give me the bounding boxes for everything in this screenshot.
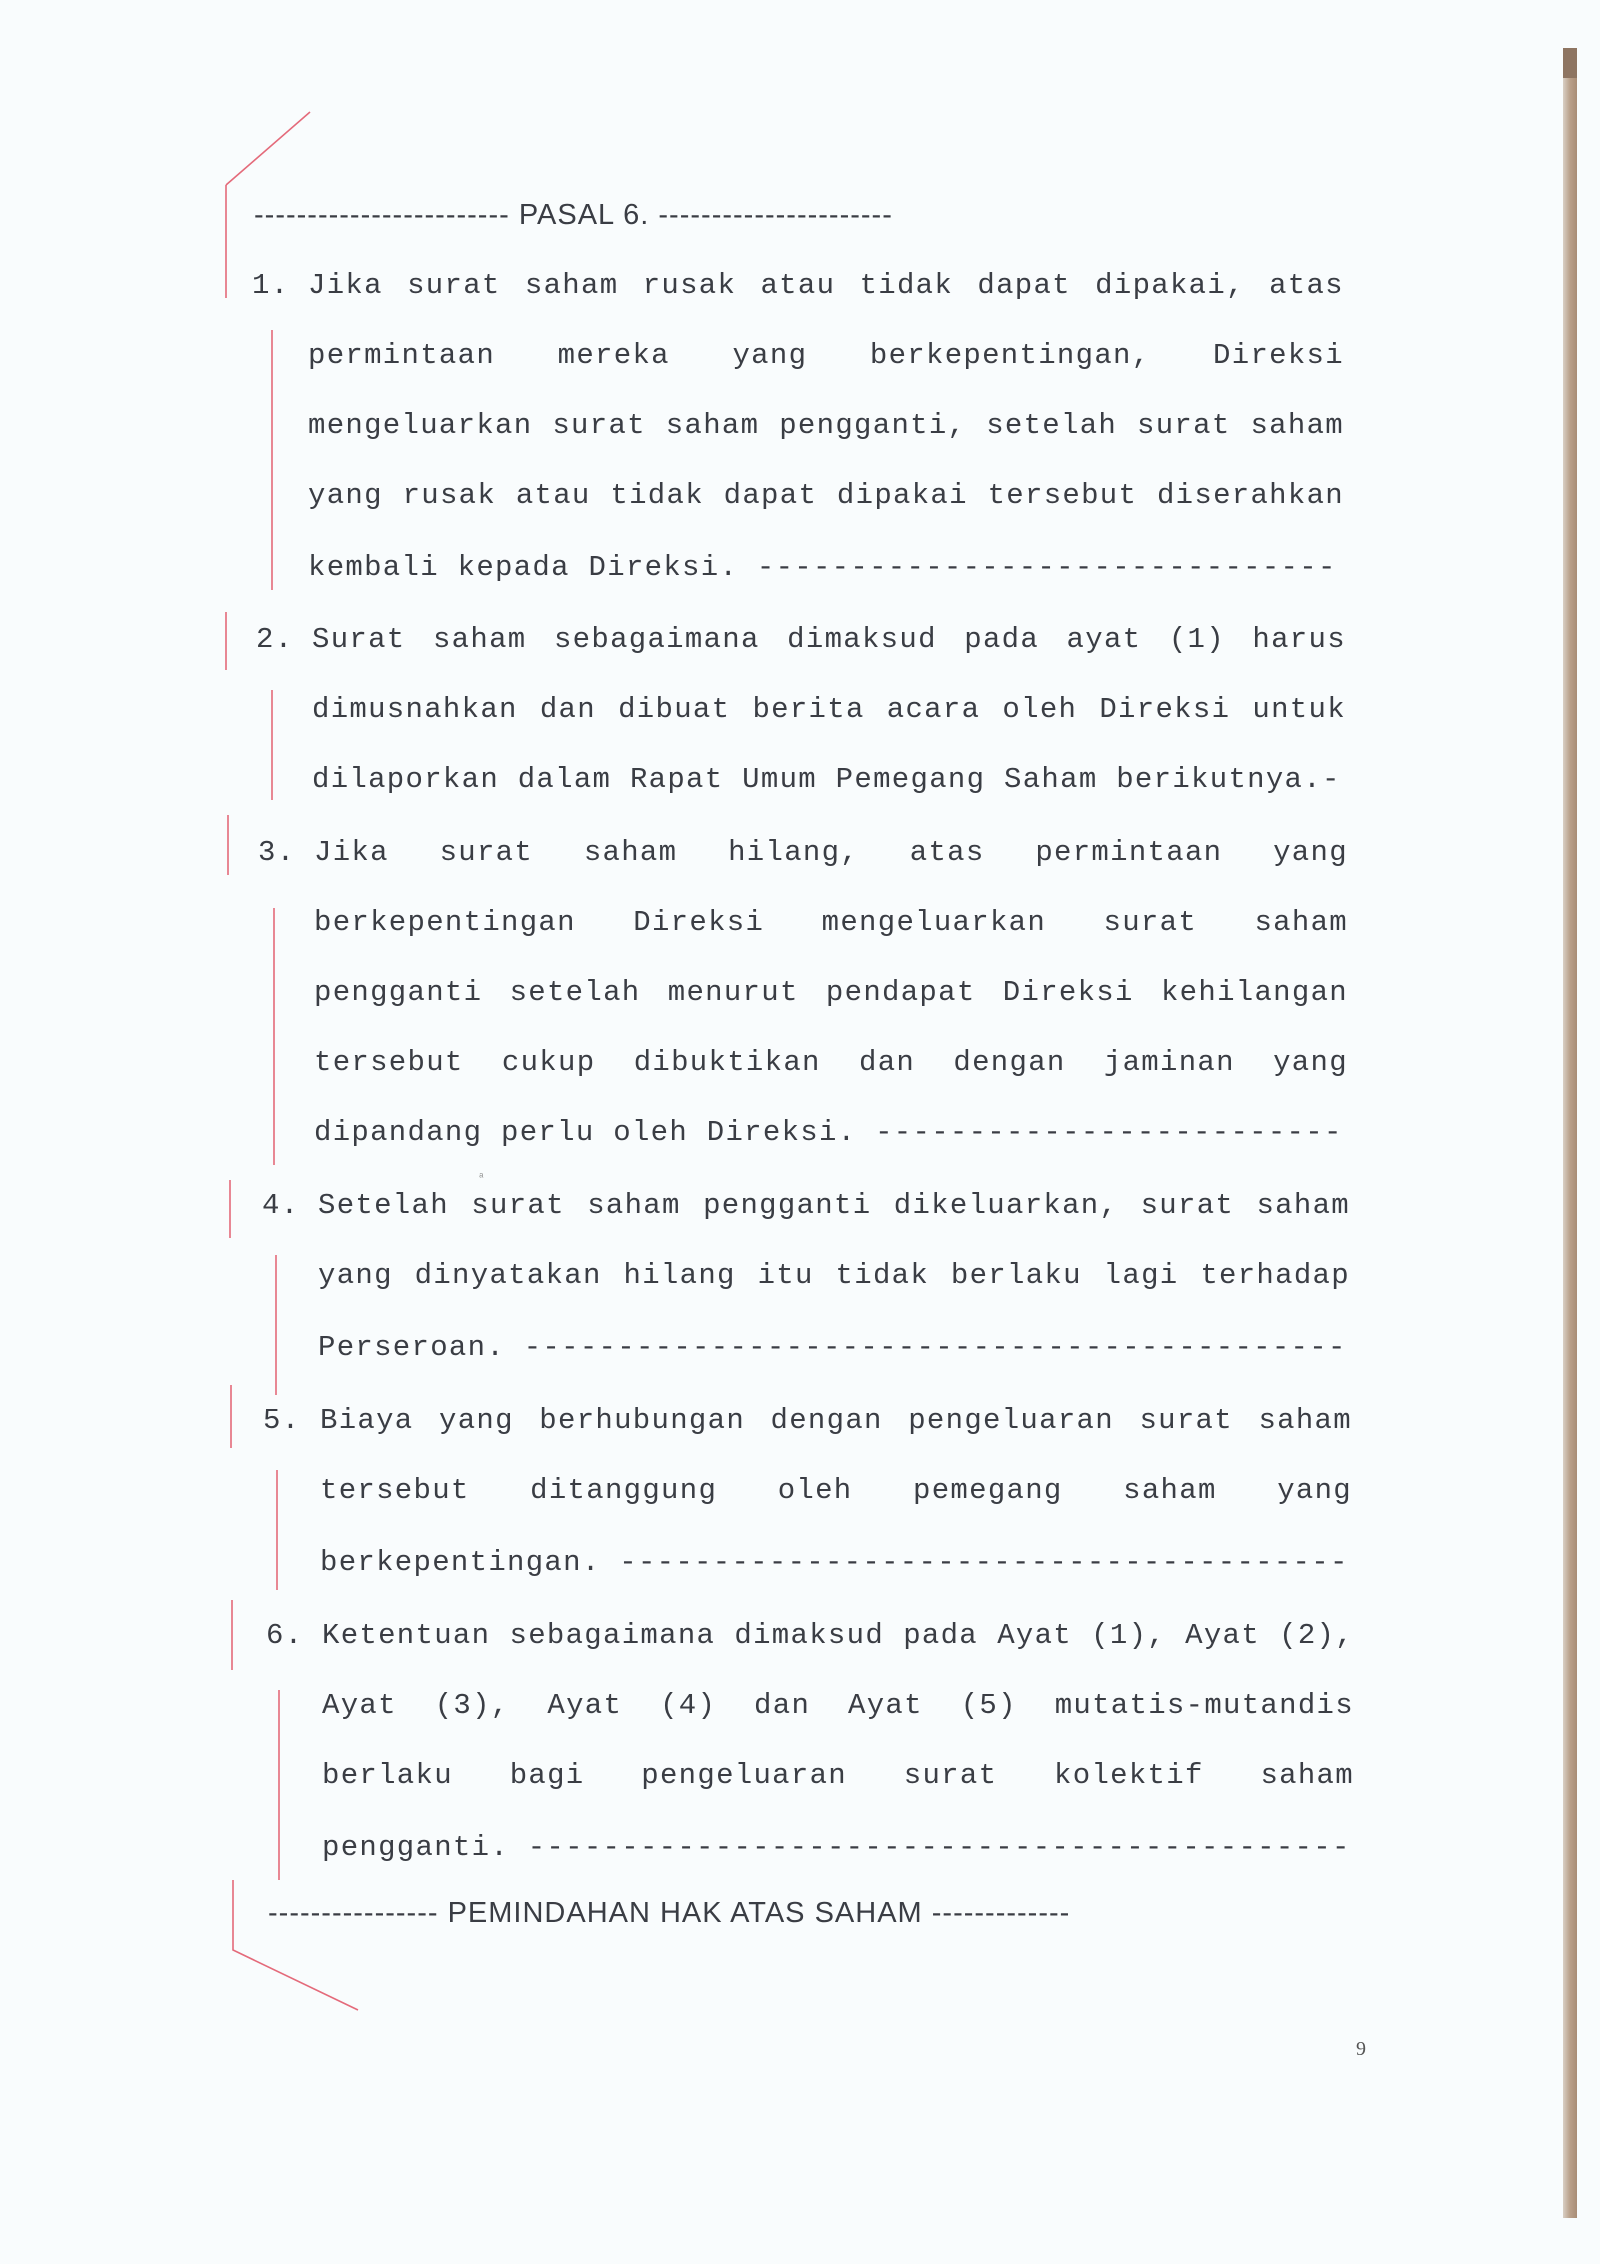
word: hilang,: [728, 836, 860, 869]
word: surat: [1103, 906, 1198, 939]
word: atau: [515, 479, 591, 512]
item-last-line: kembali kepada Direksi. -------------------------------: [308, 551, 1337, 584]
word: tidak: [835, 1259, 930, 1292]
word: menurut: [667, 976, 799, 1009]
item-text-line: [312, 622, 1346, 658]
word: lagi: [1103, 1259, 1179, 1292]
word: atas: [909, 836, 985, 869]
item-text-line: [318, 1188, 1350, 1224]
word: Jika: [308, 269, 383, 302]
word: untuk: [1252, 693, 1346, 726]
word: surat: [439, 836, 534, 869]
word: berlaku: [950, 1259, 1082, 1292]
item-text-line: [320, 1473, 1352, 1509]
word: (1): [1168, 623, 1225, 656]
word: pada: [964, 623, 1040, 656]
word: yang: [439, 1404, 514, 1437]
item-text-line: [322, 1688, 1354, 1724]
section-heading-pemindahan-hak: ---------------- PEMINDAHAN HAK ATAS SAHAM -------------: [268, 1897, 1071, 1929]
word: sebagaimana: [553, 623, 760, 656]
word: dengan: [953, 1046, 1066, 1079]
word: diserahkan: [1156, 479, 1344, 512]
word: dengan: [770, 1404, 883, 1437]
word: dinyatakan: [414, 1259, 602, 1292]
pasal-heading: ------------------------ PASAL 6. ----------------------: [254, 199, 893, 231]
word: kolektif: [1054, 1759, 1204, 1792]
word: jaminan: [1103, 1046, 1235, 1079]
word: Ayat: [547, 1689, 623, 1722]
word: mengeluarkan: [308, 409, 533, 442]
word: surat: [407, 269, 501, 302]
page-number: 9: [1356, 2038, 1366, 2060]
word: pengganti,: [779, 409, 967, 442]
item-text-line: [314, 1045, 1348, 1081]
item-text-line: [308, 478, 1344, 514]
word: berkepentingan: [314, 906, 576, 939]
word: Surat: [312, 623, 406, 656]
word: Setelah: [318, 1189, 449, 1222]
word: berlaku: [322, 1759, 453, 1792]
item-last-line: dilaporkan dalam Rapat Umum Pemegang Saham berikutnya.-: [312, 763, 1341, 796]
word: surat: [1140, 1189, 1235, 1222]
item-text-line: [308, 408, 1344, 444]
word: yang: [308, 479, 383, 512]
word: Ayat: [322, 1689, 397, 1722]
item-number: 6.: [266, 1619, 304, 1652]
item-number: 4.: [262, 1189, 300, 1222]
word: berita: [752, 693, 865, 726]
word: pendapat: [825, 976, 976, 1009]
word: dibuktikan: [633, 1046, 821, 1079]
item-text-line: [320, 1403, 1352, 1439]
item-number: 1.: [252, 269, 290, 302]
item-text-line: [314, 905, 1348, 941]
word: kehilangan: [1160, 976, 1348, 1009]
word: pengganti: [703, 1189, 872, 1222]
word: pemegang: [913, 1474, 1063, 1507]
word: Ayat: [848, 1689, 923, 1722]
word: tersebut: [320, 1474, 470, 1507]
word: (3),: [434, 1689, 510, 1722]
word: (2),: [1279, 1619, 1354, 1652]
item-text-line: [314, 835, 1348, 871]
word: terhadap: [1200, 1259, 1350, 1292]
word: tidak: [859, 269, 954, 302]
word: mutatis-mutandis: [1054, 1689, 1354, 1722]
word: mereka: [557, 339, 670, 372]
item-text-line: [322, 1618, 1354, 1654]
word: yang: [1273, 836, 1348, 869]
word: Direksi: [1213, 339, 1344, 372]
item-number: 3.: [258, 836, 296, 869]
word: saham: [1258, 1404, 1352, 1437]
word: Direksi: [633, 906, 765, 939]
word: bagi: [509, 1759, 585, 1792]
item-text-line: [308, 268, 1344, 304]
word: berkepentingan,: [869, 339, 1151, 372]
word: dimaksud: [734, 1619, 885, 1652]
word: dan: [754, 1689, 811, 1722]
word: harus: [1252, 623, 1346, 656]
word: dikeluarkan,: [893, 1189, 1119, 1222]
word: dibuat: [618, 693, 731, 726]
word: saham: [1256, 1189, 1350, 1222]
word: yang: [1277, 1474, 1352, 1507]
item-last-line: dipandang perlu oleh Direksi. -------------------------: [314, 1116, 1343, 1149]
word: rusak: [402, 479, 497, 512]
word: Jika: [314, 836, 389, 869]
word: (4): [660, 1689, 717, 1722]
ink-speck: ᵃ: [478, 1172, 485, 1184]
word: setelah: [509, 976, 641, 1009]
item-number: 2.: [256, 623, 294, 656]
word: (5): [960, 1689, 1017, 1722]
word: (1),: [1091, 1619, 1166, 1652]
word: tersebut: [314, 1046, 464, 1079]
word: surat: [552, 409, 646, 442]
word: tersebut: [987, 479, 1138, 512]
word: oleh: [777, 1474, 853, 1507]
word: ayat: [1066, 623, 1142, 656]
word: Ayat: [997, 1619, 1072, 1652]
word: saham: [587, 1189, 681, 1222]
item-text-line: [312, 692, 1346, 728]
word: pengganti: [314, 976, 483, 1009]
word: saham: [524, 269, 619, 302]
word: sebagaimana: [509, 1619, 716, 1652]
word: yang: [318, 1259, 393, 1292]
word: itu: [757, 1259, 814, 1292]
word: pengeluaran: [641, 1759, 847, 1792]
item-last-line: pengganti. --------------------------------------------: [322, 1831, 1351, 1864]
item-text-line: [322, 1758, 1354, 1794]
word: dipakai,: [1095, 269, 1245, 302]
item-number: 5.: [263, 1404, 301, 1437]
word: Direksi: [1099, 693, 1231, 726]
word: cukup: [501, 1046, 596, 1079]
word: saham: [432, 623, 527, 656]
word: Direksi: [1002, 976, 1134, 1009]
word: atau: [760, 269, 836, 302]
word: tidak: [610, 479, 704, 512]
word: dapat: [723, 479, 818, 512]
word: permintaan: [1035, 836, 1223, 869]
word: dapat: [977, 269, 1071, 302]
item-text-line: [314, 975, 1348, 1011]
word: surat: [1137, 409, 1231, 442]
word: rusak: [642, 269, 737, 302]
word: Ayat: [1185, 1619, 1260, 1652]
word: dan: [859, 1046, 916, 1079]
word: saham: [1123, 1474, 1217, 1507]
word: acara: [886, 693, 981, 726]
word: dimusnahkan: [312, 693, 518, 726]
word: saham: [1260, 1759, 1354, 1792]
word: surat: [903, 1759, 998, 1792]
word: Biaya: [320, 1404, 414, 1437]
word: dimaksud: [787, 623, 937, 656]
word: permintaan: [308, 339, 496, 372]
word: pengeluaran: [908, 1404, 1114, 1437]
word: ditanggung: [530, 1474, 718, 1507]
word: saham: [583, 836, 678, 869]
item-last-line: Perseroan. --------------------------------------------: [318, 1331, 1347, 1364]
item-last-line: berkepentingan. ---------------------------------------: [320, 1546, 1349, 1579]
word: Ketentuan: [322, 1619, 491, 1652]
word: setelah: [986, 409, 1118, 442]
item-text-line: [308, 338, 1344, 374]
word: dan: [539, 693, 596, 726]
word: surat: [471, 1189, 565, 1222]
item-text-line: [318, 1258, 1350, 1294]
word: berhubungan: [539, 1404, 746, 1437]
word: dipakai: [836, 479, 968, 512]
margin-slash-top: [226, 112, 310, 185]
word: pada: [903, 1619, 979, 1652]
word: saham: [1254, 906, 1348, 939]
word: hilang: [623, 1259, 736, 1292]
word: saham: [1250, 409, 1344, 442]
word: mengeluarkan: [821, 906, 1047, 939]
word: atas: [1269, 269, 1344, 302]
word: saham: [665, 409, 760, 442]
word: yang: [1273, 1046, 1348, 1079]
word: oleh: [1002, 693, 1078, 726]
word: surat: [1139, 1404, 1233, 1437]
word: yang: [732, 339, 808, 372]
